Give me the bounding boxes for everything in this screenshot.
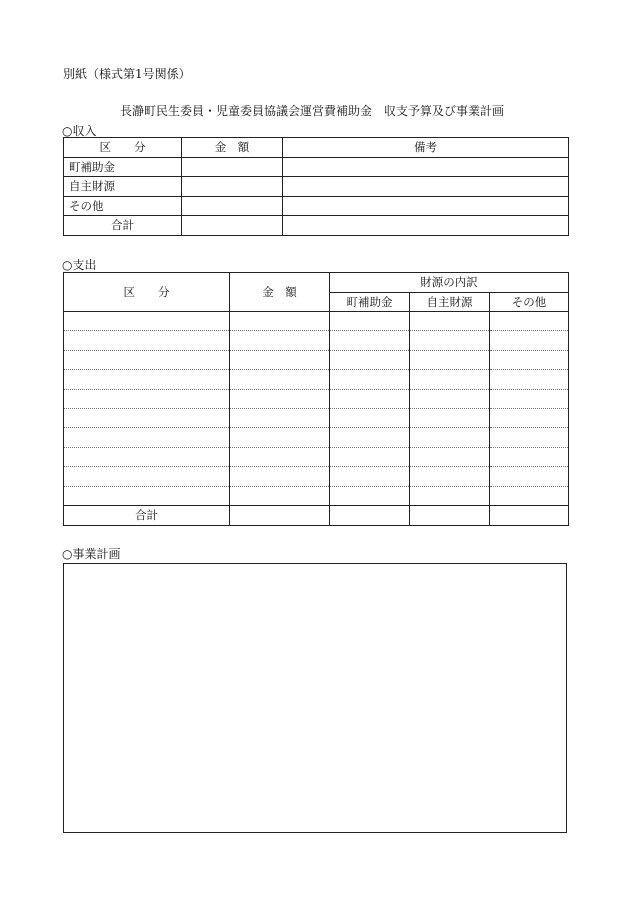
income-amount-cell[interactable] [182, 196, 283, 216]
expense-header-breakdown: 財源の内訳 [330, 273, 569, 293]
expense-cell[interactable] [410, 389, 490, 408]
expense-header-row [64, 273, 569, 293]
expense-header-category: 区 分 [64, 273, 230, 312]
income-total-notes-cell[interactable] [283, 216, 569, 236]
income-notes-cell[interactable] [283, 196, 569, 216]
income-row [64, 157, 569, 177]
expense-heading: ○支出 [62, 258, 97, 272]
expense-total-cell[interactable] [410, 505, 490, 525]
expense-cell[interactable] [410, 350, 490, 369]
income-row-label: その他 [64, 196, 182, 216]
expense-cell[interactable] [330, 408, 410, 427]
expense-row [64, 389, 569, 408]
expense-cell[interactable] [330, 428, 410, 447]
income-total-amount-cell[interactable] [182, 216, 283, 236]
expense-cell[interactable] [410, 312, 490, 331]
expense-cell[interactable] [490, 350, 569, 369]
expense-cell[interactable] [410, 447, 490, 466]
expense-row [64, 350, 569, 369]
expense-row [64, 408, 569, 427]
expense-row [64, 370, 569, 389]
expense-cell[interactable] [490, 370, 569, 389]
expense-cell[interactable] [330, 331, 410, 350]
expense-cell[interactable] [490, 428, 569, 447]
expense-cell[interactable] [410, 428, 490, 447]
expense-cell[interactable] [330, 467, 410, 486]
expense-row [64, 467, 569, 486]
expense-cell[interactable] [64, 350, 230, 369]
expense-cell[interactable] [410, 370, 490, 389]
income-row [64, 196, 569, 216]
expense-cell[interactable] [410, 467, 490, 486]
income-row-label: 自主財源 [64, 177, 182, 197]
expense-cell[interactable] [490, 486, 569, 505]
income-row [64, 177, 569, 197]
expense-row [64, 312, 569, 331]
expense-cell[interactable] [230, 312, 330, 331]
expense-cell[interactable] [490, 331, 569, 350]
expense-cell[interactable] [490, 312, 569, 331]
expense-cell[interactable] [230, 389, 330, 408]
expense-cell[interactable] [230, 350, 330, 369]
expense-subheader-other: その他 [490, 292, 569, 312]
plan-text-area[interactable] [63, 563, 567, 833]
expense-cell[interactable] [64, 486, 230, 505]
expense-cell[interactable] [64, 389, 230, 408]
expense-cell[interactable] [64, 370, 230, 389]
expense-header-amount: 金 額 [230, 273, 330, 312]
expense-cell[interactable] [64, 312, 230, 331]
expense-row [64, 447, 569, 466]
expense-cell[interactable] [230, 486, 330, 505]
income-total-row [64, 216, 569, 236]
income-notes-cell[interactable] [283, 157, 569, 177]
income-table [63, 137, 569, 236]
expense-cell[interactable] [490, 408, 569, 427]
expense-cell[interactable] [410, 331, 490, 350]
income-header-category: 区 分 [64, 138, 182, 158]
expense-row [64, 486, 569, 505]
income-header-notes: 備考 [283, 138, 569, 158]
expense-cell[interactable] [64, 467, 230, 486]
plan-heading: ○事業計画 [62, 547, 121, 561]
expense-cell[interactable] [330, 447, 410, 466]
expense-cell[interactable] [64, 408, 230, 427]
expense-total-label: 合計 [64, 505, 230, 525]
form-reference: 別紙（様式第1号関係） [63, 67, 191, 81]
income-row-label: 町補助金 [64, 157, 182, 177]
expense-cell[interactable] [64, 331, 230, 350]
expense-cell[interactable] [490, 389, 569, 408]
expense-cell[interactable] [330, 486, 410, 505]
income-amount-cell[interactable] [182, 157, 283, 177]
document-title: 長瀞町民生委員・児童委員協議会運営費補助金 収支予算及び事業計画 [120, 104, 505, 118]
expense-cell[interactable] [330, 370, 410, 389]
income-notes-cell[interactable] [283, 177, 569, 197]
expense-body [64, 312, 569, 506]
income-amount-cell[interactable] [182, 177, 283, 197]
income-heading: ○収入 [62, 124, 97, 138]
expense-cell[interactable] [230, 370, 330, 389]
expense-cell[interactable] [490, 467, 569, 486]
expense-subheader-own-funds: 自主財源 [410, 292, 490, 312]
expense-cell[interactable] [230, 428, 330, 447]
expense-subheader-town-subsidy: 町補助金 [330, 292, 410, 312]
expense-cell[interactable] [230, 447, 330, 466]
income-header-amount: 金 額 [182, 138, 283, 158]
expense-cell[interactable] [490, 447, 569, 466]
expense-cell[interactable] [230, 331, 330, 350]
income-header-row [64, 138, 569, 158]
expense-cell[interactable] [230, 408, 330, 427]
expense-cell[interactable] [410, 486, 490, 505]
expense-cell[interactable] [410, 408, 490, 427]
expense-cell[interactable] [330, 312, 410, 331]
expense-total-cell[interactable] [330, 505, 410, 525]
expense-row [64, 331, 569, 350]
expense-total-cell[interactable] [230, 505, 330, 525]
expense-cell[interactable] [230, 467, 330, 486]
income-total-label: 合計 [64, 216, 182, 236]
expense-row [64, 428, 569, 447]
expense-total-row [64, 505, 569, 525]
expense-total-cell[interactable] [490, 505, 569, 525]
expense-cell[interactable] [64, 428, 230, 447]
expense-cell[interactable] [330, 389, 410, 408]
expense-table [63, 272, 569, 526]
expense-cell[interactable] [64, 447, 230, 466]
expense-cell[interactable] [330, 350, 410, 369]
